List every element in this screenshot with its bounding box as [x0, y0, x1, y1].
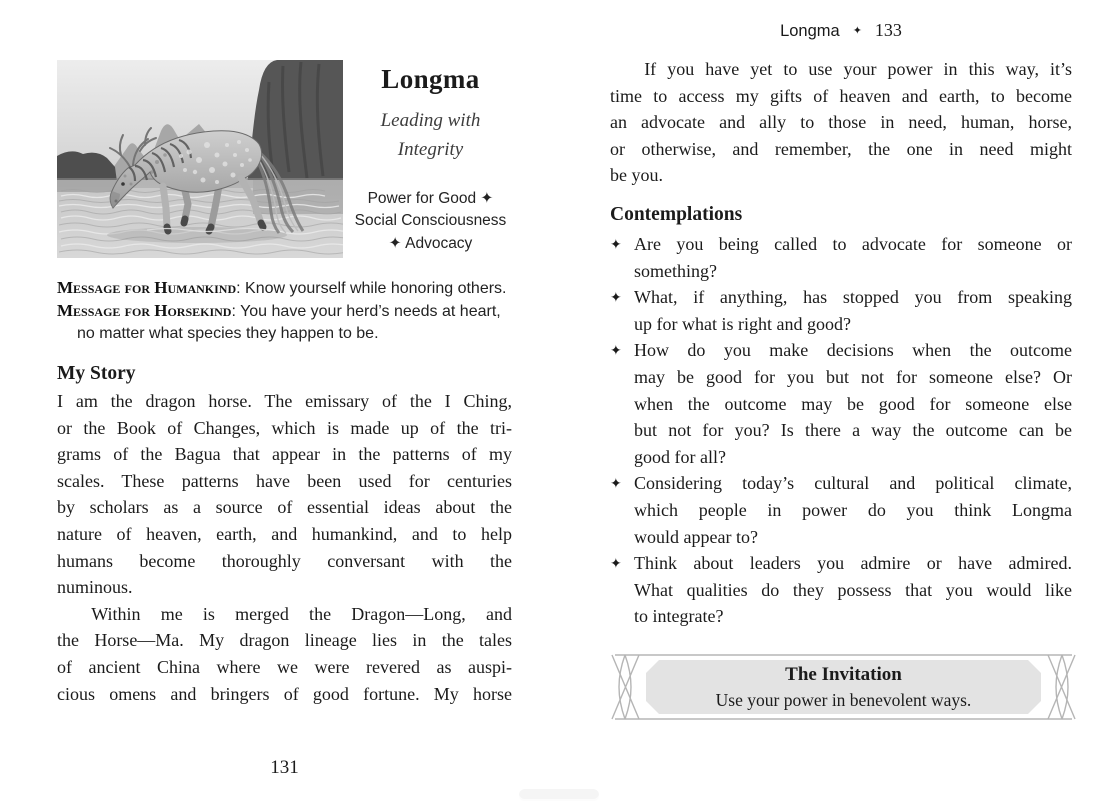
- card-keywords: [349, 188, 512, 255]
- star-bullet-icon: ✦: [610, 556, 622, 573]
- text-line: Within me is merged the Dragon—Long, and: [91, 603, 512, 624]
- text-line: be you.: [610, 165, 663, 186]
- text-line: What qualities do they possess that you would like: [634, 579, 1072, 600]
- contemplation-text: [634, 284, 1072, 337]
- right-body: [610, 56, 1072, 189]
- contemplations-heading: Contemplations: [610, 203, 743, 225]
- horse-eye: [121, 182, 125, 186]
- message-label: Message for Horsekind: [57, 301, 232, 320]
- text-line: Are you being called to advocate for someone or: [634, 233, 1072, 254]
- page-scrubber-handle[interactable]: [519, 789, 599, 801]
- running-header: [610, 20, 1072, 41]
- message-line: [57, 277, 512, 300]
- text-line: something?: [634, 260, 717, 281]
- invitation-text: Use your power in benevolent ways.: [715, 689, 972, 710]
- header-star-icon: ✦: [852, 24, 862, 37]
- message-text: : Know yourself while honoring others.: [236, 280, 507, 297]
- star-bullet-icon: ✦: [610, 476, 622, 493]
- text-line: by scholars as a source of essential ideas about the: [57, 497, 512, 518]
- text-line: cious omens and bringers of good fortune. My horse: [57, 683, 512, 704]
- contemplations-list: [610, 231, 1072, 630]
- text-line: scales. These patterns have been used for centuries: [57, 470, 512, 491]
- text-line: nature of heaven, earth, and humankind, and to help: [57, 523, 512, 544]
- text-line: grams of the Bagua that appear in the patterns of my: [57, 444, 512, 465]
- text-line: up for what is right and good?: [634, 313, 851, 334]
- card-title-block: [349, 64, 512, 255]
- messages-block: [57, 277, 512, 345]
- text-line: when the outcome may be good for someone else: [634, 393, 1072, 414]
- star-bullet-icon: ✦: [610, 343, 622, 360]
- text-line: time to access my gifts of heaven and earth, to become: [610, 85, 1072, 106]
- text-line: humans become thoroughly conversant with the: [57, 550, 512, 571]
- text-line: but not for you? Is there a way the outcome can be: [634, 420, 1072, 441]
- right-page: [610, 20, 1072, 722]
- contemplation-text: [634, 470, 1072, 550]
- text-line: How do you make decisions when the outcome: [634, 340, 1072, 361]
- text-line: ✦ Advocacy: [388, 234, 473, 252]
- story-heading: My Story: [57, 363, 136, 384]
- star-bullet-icon: ✦: [610, 236, 622, 253]
- text-line: What, if anything, has stopped you from speaking: [634, 287, 1072, 308]
- text-line: Leading with: [380, 110, 481, 131]
- card-header-row: [57, 60, 512, 258]
- text-line: Power for Good ✦: [367, 190, 494, 207]
- contemplation-text: [634, 337, 1072, 470]
- text-line: would appear to?: [634, 526, 758, 547]
- contemplation-item: [610, 284, 1072, 337]
- paragraph: [57, 601, 512, 707]
- text-line: Integrity: [397, 138, 464, 160]
- left-page-number: 131: [270, 757, 299, 778]
- paragraph: [57, 388, 512, 601]
- text-line: Considering today’s cultural and political climate,: [634, 473, 1072, 494]
- text-line: which people in power do you think Longma: [634, 499, 1072, 520]
- message-text: : You have your herd’s needs at heart, no matter what species they happen to be.: [77, 303, 501, 342]
- text-line: an advocate and ally to those in need, human, horse,: [610, 112, 1072, 133]
- contemplation-item: [610, 231, 1072, 284]
- text-line: numinous.: [57, 577, 133, 598]
- contemplation-item: [610, 470, 1072, 550]
- contemplation-text: [634, 231, 1072, 284]
- card-title: Longma: [381, 64, 480, 94]
- message-label: Message for Humankind: [57, 278, 237, 297]
- card-subtitle: [349, 107, 512, 164]
- contemplation-item: [610, 337, 1072, 470]
- text-line: Think about leaders you admire or have admired.: [634, 553, 1072, 574]
- contemplation-text: [634, 550, 1072, 630]
- paragraph: [610, 56, 1072, 189]
- contemplation-item: [610, 550, 1072, 630]
- invitation-content: [651, 661, 1036, 714]
- longma-painting: [57, 60, 343, 258]
- text-line: or otherwise, and remember, the one in need might: [610, 138, 1072, 159]
- message-line: [57, 300, 512, 345]
- text-line: of ancient China where we were revered as auspi-: [57, 656, 512, 677]
- star-bullet-icon: ✦: [610, 290, 622, 307]
- text-line: may be good for you but not for someone else? Or: [634, 366, 1072, 387]
- left-page: [57, 60, 512, 707]
- text-line: If you have yet to use your power in this way, it’s: [644, 59, 1072, 79]
- text-line: to integrate?: [634, 606, 724, 627]
- right-page-number: 133: [874, 20, 902, 40]
- text-line: Social Consciousness: [354, 212, 507, 230]
- invitation-title: The Invitation: [785, 663, 902, 685]
- running-header-title: Longma: [780, 22, 840, 40]
- story-body: [57, 388, 512, 707]
- text-line: good for all?: [634, 446, 726, 467]
- text-line: the Horse—Ma. My dragon lineage lies in the tales: [57, 630, 512, 651]
- text-line: or the Book of Changes, which is made up of the tri-: [57, 417, 512, 438]
- text-line: I am the dragon horse. The emissary of the I Ching,: [57, 391, 512, 411]
- invitation-banner: [607, 652, 1080, 722]
